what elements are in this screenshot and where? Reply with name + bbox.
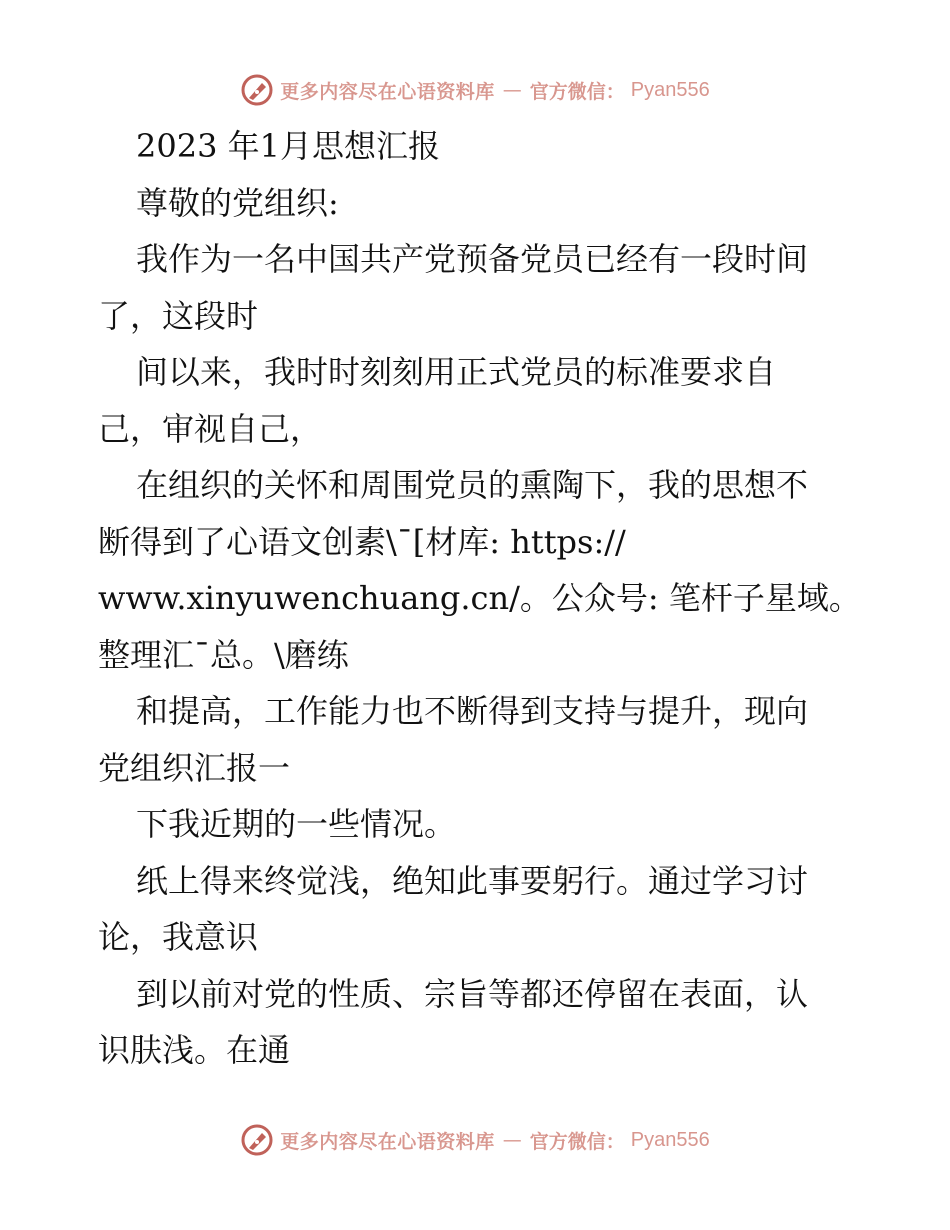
paragraph-line: 到以前对党的性质、宗旨等都还停留在表面，认 — [136, 974, 809, 1013]
footer-wechat-label: 官方微信： — [529, 1130, 625, 1153]
continuation-line: 了，这段时 — [98, 296, 259, 335]
footer-watermark-banner — [0, 1122, 950, 1158]
header-watermark-banner — [0, 72, 950, 108]
pen-nib-seal-icon — [240, 73, 274, 107]
paragraph-line: 和提高，工作能力也不断得到支持与提升，现向 — [136, 692, 809, 730]
paragraph-line: 纸上得来终觉浅，绝知此事要躬行。通过学习讨 — [136, 861, 809, 900]
footer-watermark-text: 更多内容尽在心语资料库 — [280, 1130, 495, 1153]
document-body — [98, 118, 861, 1079]
footer-wechat-id: Pyan556 — [630, 1128, 710, 1151]
paragraph-line: 下我近期的一些情况。 — [136, 805, 457, 843]
paragraph-line: 间以来，我时时刻刻用正式党员的标准要求自 — [136, 353, 777, 391]
continuation-line: 己，审视自己， — [98, 409, 323, 448]
paragraph-line: 2023 年1月思想汇报 — [136, 127, 440, 165]
continuation-line: 整理汇¯总。\磨练 — [98, 635, 349, 674]
footer-watermark-dash: — — [502, 1129, 522, 1151]
header-watermark-dash: — — [502, 79, 522, 101]
paragraph-line: 我作为一名中国共产党预备党员已经有一段时间 — [136, 240, 809, 278]
continuation-line: 识肤浅。在通 — [98, 1031, 291, 1069]
header-wechat-label: 官方微信： — [529, 80, 625, 103]
paragraph-line: 尊敬的党组织: — [136, 183, 339, 222]
pen-nib-seal-icon — [240, 1123, 274, 1157]
paragraph-line: 在组织的关怀和周围党员的熏陶下，我的思想不 — [136, 466, 809, 504]
continuation-line: 论，我意识 — [98, 918, 259, 956]
header-wechat-id: Pyan556 — [630, 78, 710, 101]
continuation-line: www.xinyuwenchuang.cn/。公众号: 笔杆子星域。 — [98, 579, 861, 617]
continuation-line: 党组织汇报一 — [98, 748, 291, 787]
continuation-line: 断得到了心语文创素\¯[材库: https:// — [98, 522, 626, 561]
header-watermark-text: 更多内容尽在心语资料库 — [280, 80, 495, 103]
